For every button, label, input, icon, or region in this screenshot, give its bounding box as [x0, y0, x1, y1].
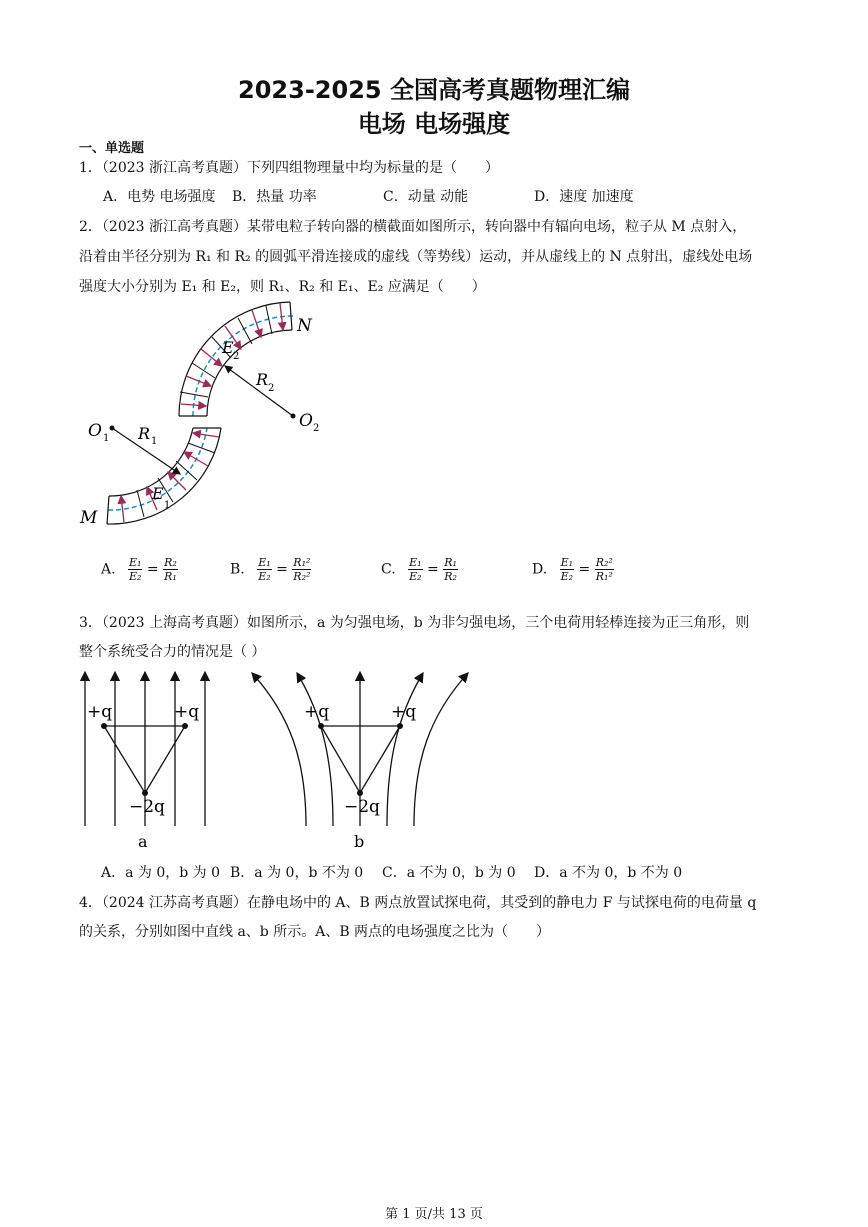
q1-option-a: A．电势 电场强度	[103, 189, 216, 205]
label-a-plus-q-right: +q	[174, 702, 200, 722]
q2-option-b: B. $\frac{\text{E₁}}{\text{E₂}}$ = $\frac{\text{R₁²}}{\text{R₂²}}$	[230, 556, 311, 583]
q4-line1: 4．（2024 江苏高考真题）在静电场中的 A、B 两点放置试探电荷，其受到的静电力 F 与试探电荷的电荷量 q	[79, 895, 757, 911]
label-N: N	[297, 316, 312, 336]
q4-line2: 的关系，分别如图中直线 a、b 所示。A、B 两点的电场强度之比为（ ）	[79, 924, 551, 940]
label-E2: E	[222, 338, 234, 357]
section-title: 一、单选题	[79, 141, 145, 156]
label-a-plus-q-left: +q	[87, 702, 113, 722]
label-E1: E	[152, 484, 164, 503]
q2-option-b-label: B.	[230, 561, 245, 578]
page-subtitle: 电场 电场强度	[357, 110, 511, 138]
label-O1-sub: 1	[103, 433, 110, 444]
label-M: M	[80, 508, 98, 528]
q2-option-c: C. $\frac{\text{E₁}}{\text{E₂}}$ = $\frac{\text{R₁}}{\text{R₂}}$	[381, 556, 457, 583]
label-O2-sub: 2	[313, 423, 320, 434]
q2-option-a: A. $\frac{\text{E₁}}{\text{E₂}}$ = $\frac{\text{R₂}}{\text{R₁}}$	[101, 556, 177, 583]
label-O2: O	[299, 411, 313, 431]
q1-option-b: B．热量 功率	[232, 189, 317, 205]
label-b-minus-2q: −2q	[344, 797, 380, 817]
q1-option-c: C．动量 动能	[383, 189, 469, 205]
q2-line3: 强度大小分别为 E₁ 和 E₂，则 R₁、R₂ 和 E₁、E₂ 应满足（ ）	[79, 279, 486, 295]
q2-option-d: D. $\frac{\text{E₁}}{\text{E₂}}$ = $\frac{\text{R₂²}}{\text{R₁²}}$	[532, 556, 613, 583]
q3-field-figure	[70, 665, 480, 855]
q3-option-b: B．a 为 0，b 不为 0	[230, 865, 364, 881]
q3-line1: 3．（2023 上海高考真题）如图所示，a 为匀强电场，b 为非匀强电场，三个电荷用轻棒连接为正三角形，则	[79, 615, 750, 631]
page-title: 2023-2025 全国高考真题物理汇编	[238, 76, 630, 104]
q2-option-c-label: C.	[381, 561, 396, 578]
q3-option-c: C．a 不为 0，b 为 0	[382, 865, 516, 881]
label-b-plus-q-right: +q	[391, 702, 417, 722]
q3-option-a: A．a 为 0，b 为 0	[101, 865, 221, 881]
label-E2-sub: 2	[233, 351, 240, 362]
q2-option-d-label: D.	[532, 561, 548, 578]
label-b-plus-q-left: +q	[304, 702, 330, 722]
q3-option-d: D．a 不为 0，b 不为 0	[534, 865, 683, 881]
q2-line2: 沿着由半径分别为 R₁ 和 R₂ 的圆弧平滑连接成的虚线（等势线）运动，并从虚线上的 N 点射出，虚线处电场	[79, 249, 753, 265]
q2-option-a-label: A.	[101, 561, 116, 578]
label-R1: R	[138, 424, 151, 443]
q2-line1: 2．（2023 浙江高考真题）某带电粒子转向器的横截面如图所示，转向器中有辐向电场，粒子从 M 点射入，	[79, 219, 747, 235]
label-R1-sub: 1	[151, 436, 158, 447]
label-R2-sub: 2	[268, 383, 275, 394]
page-footer: 第 1 页/共 13 页	[385, 1207, 483, 1222]
label-O1: O	[88, 421, 102, 441]
q3-line2: 整个系统受合力的情况是（ ）	[79, 644, 266, 660]
label-a-minus-2q: −2q	[129, 797, 165, 817]
label-b: b	[354, 832, 365, 851]
label-R2: R	[256, 370, 269, 389]
label-E1-sub: 1	[164, 500, 171, 511]
label-a: a	[138, 832, 148, 851]
q2-deflector-figure	[70, 300, 340, 540]
q1-option-d: D．速度 加速度	[534, 189, 634, 205]
q1-stem: 1．（2023 浙江高考真题）下列四组物理量中均为标量的是（ ）	[79, 160, 499, 176]
